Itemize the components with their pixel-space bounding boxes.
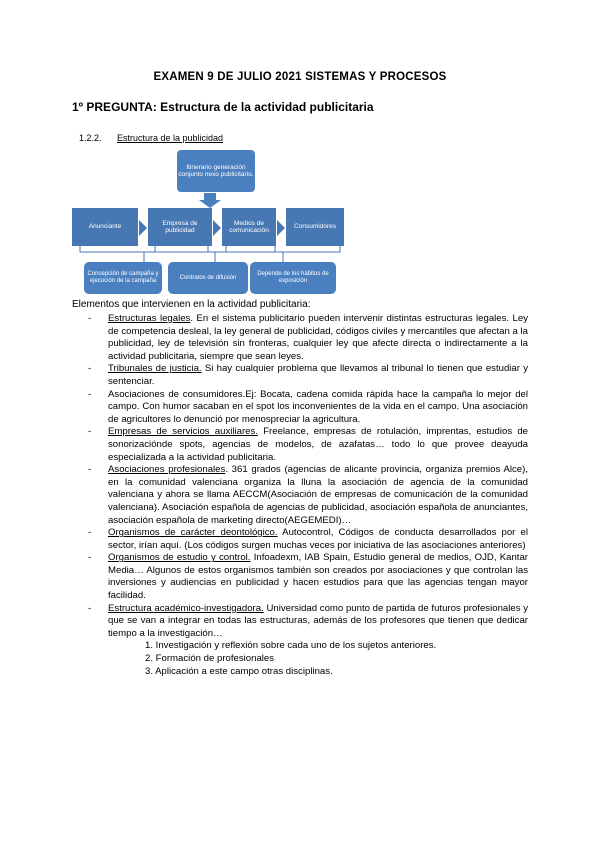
item-heading: Tribunales de justicia.: [108, 363, 202, 375]
diagram-connectors: [0, 0, 600, 300]
bracket-3: [226, 246, 340, 252]
item-heading: Estructuras legales: [108, 313, 191, 324]
chain-box-empresa: Empresa de publicidad: [148, 208, 212, 246]
sub-item: 1. Investigación y reflexión sobre cada uno de los sujetos anteriores.: [145, 640, 437, 652]
elements-list: [88, 313, 528, 678]
chain-box-anunciante: Anunciante: [72, 208, 138, 246]
figure-title: Estructura de la publicidad: [117, 133, 224, 143]
list-item: - Estructura académico-investigadora. Universidad como punto de partida de futuros profesionales y que se van a integrar en todas las estructuras, además de los profesores que tienen que dedicar tiempo a la investigación…: [88, 602, 528, 639]
list-item: - Organismos de carácter deontológico. Autocontrol, Códigos de conducta desarrollados por el sector, irían aquí. (Los códigos surgen muchas veces por iniciativa de las asociaciones anteriores): [88, 527, 528, 551]
list-item: - Estructuras legales. En el sistema publicitario pueden intervenir distintas estructuras legales. Ley de competencia desleal, la ley general de publicidad, códigos civiles y mercantiles que afectan a la publicidad, ley de televisión sin fronteras, cualquier ley que afecte directa o indirectamente a la actividad publicitaria, siempre que sean leyes.: [88, 313, 528, 362]
item-heading: Organismos de estudio y control.: [108, 552, 251, 564]
list-item: - Empresas de servicios auxiliares. Freelance, empresas de rotulación, imprentas, estudios de sonorizaciónde spots, agencias de modelos, de azafatas… todo lo que provee deayuda especializada a la actividad publicitaria.: [88, 426, 528, 463]
chain-box-medios: Medios de comunicación: [222, 208, 276, 246]
item-heading: Organismos de carácter deontológico.: [108, 527, 278, 539]
sub-item: 3. Aplicación a este campo otras disciplinas.: [145, 665, 333, 677]
list-item: - Tribunales de justicia. Si hay cualquier problema que llevamos al tribunal lo tienen que estudiar y sentenciar.: [88, 363, 528, 387]
list-item: - Asociaciones profesionales. 361 grados (agencias de alicante provincia, organiza premios Alce), en la comunidad valenciana organiza la lluna la asociación de agencia de la comunidad valenciana y ahora se llama AECCM(Asociación de empresas de comunicación de la comunidad valenciana). Asociación española de agencias de publicidad, asociación española de anunciantes, asociación española de marketing directo(AEGEMEDI)…: [88, 464, 528, 526]
item-heading: Empresas de servicios auxiliares.: [108, 426, 258, 438]
bottom-box-contracts: Contratos de difusión: [168, 262, 248, 294]
chain-box-consumidores: Consumidores: [286, 208, 344, 246]
list-item: - Asociaciones de consumidores.Ej: Bocata, cadena comida rápida hace la campaña lo mejor del campo. Con humor sacaban en el spot los inconvenientes de la vida en el campo. Una asociación de agricultores lo denunció por menospreciar la agricultura.: [88, 388, 528, 425]
bottom-box-campaign: Concepción de campaña y ejecución de la campaña: [84, 262, 162, 294]
question-heading: 1º PREGUNTA: Estructura de la actividad publicitaria: [72, 100, 374, 114]
down-arrow: [199, 193, 221, 208]
chain-arrow-2: [213, 220, 221, 236]
bracket-2: [155, 246, 275, 252]
figure-number: 1.2.2.: [79, 133, 102, 143]
item-heading: Estructura académico-investigadora.: [108, 602, 264, 614]
bottom-box-habits: Depende de los hábitos de exposición: [250, 262, 336, 294]
list-item: - Organismos de estudio y control. Infoadexm, IAB Spain, Estudio general de medios, OJD, Kantar Media… Algunos de estos organismos también son creados por asociaciones y que controlan las inversiones y audiencias en publicidad y hacen estudios para que las agencias tengan mayor facilidad.: [88, 552, 528, 602]
chain-arrow-1: [139, 220, 147, 236]
sub-item: 2. Formación de profesionales: [145, 653, 275, 665]
chain-arrow-3: [277, 220, 285, 236]
bracket-1: [80, 246, 208, 252]
document-title: EXAMEN 9 DE JULIO 2021 SISTEMAS Y PROCESOS: [153, 71, 447, 83]
top-box: Itinerario generación conjunto nexo publicitario.: [177, 150, 255, 192]
intro-text: Elementos que intervienen en la actividad publicitaria:: [72, 299, 311, 310]
item-heading: Asociaciones profesionales: [108, 464, 226, 476]
